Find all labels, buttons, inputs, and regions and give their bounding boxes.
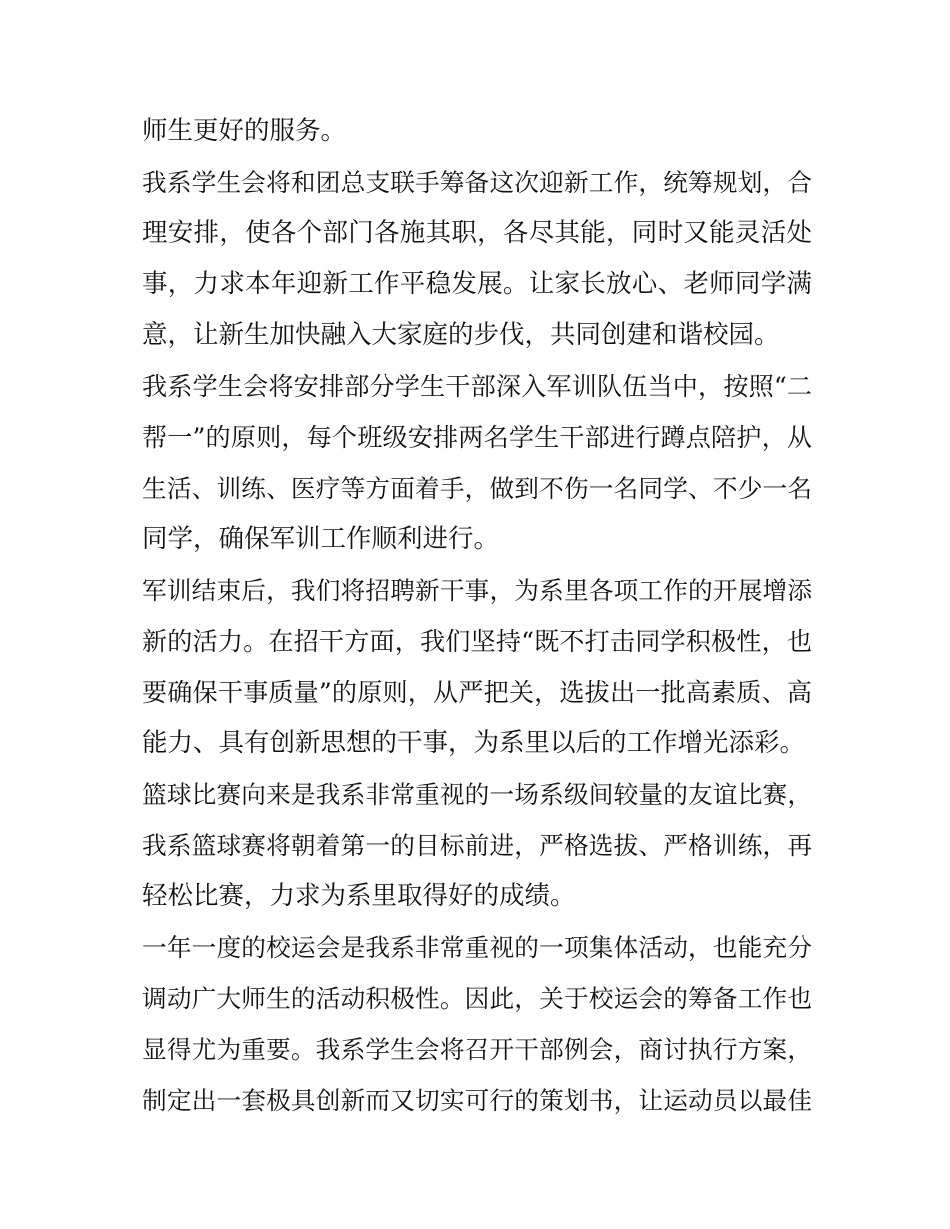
text-line: 新的活力。在招干方面，我们坚持“既不打击同学积极性，也 [142,627,812,656]
text-line: 我系学生会将和团总支联手筹备这次迎新工作，统筹规划，合 [142,168,812,197]
text-line: 事，力求本年迎新工作平稳发展。让家长放心、老师同学满 [142,269,812,299]
text-line: 制定出一套极具创新而又切实可行的策划书，让运动员以最佳 [142,1086,812,1115]
text-line: 能力、具有创新思想的干事，为系里以后的工作增光添彩。 [142,728,806,758]
body-text [142,106,812,1126]
text-line: 篮球比赛向来是我系非常重视的一场系级间较量的友谊比赛， [142,780,812,809]
text-line: 要确保干事质量”的原则，从严把关，选拔出一批高素质、高 [142,678,812,707]
text-line: 意，让新生加快融入大家庭的步伐，共同创建和谐校园。 [142,320,780,350]
text-line: 师生更好的服务。 [142,116,347,146]
text-line: 显得尤为重要。我系学生会将召开干部例会，商讨执行方案， [142,1035,812,1064]
text-line: 军训结束后，我们将招聘新干事，为系里各项工作的开展增添 [142,576,812,605]
text-line: 轻松比赛，力求为系里取得好的成绩。 [142,881,576,911]
text-line: 帮一”的原则，每个班级安排两名学生干部进行蹲点陪护，从 [142,423,812,452]
text-line: 同学，确保军训工作顺利进行。 [142,524,500,554]
text-line: 我系学生会将安排部分学生干部深入军训队伍当中，按照“二 [142,372,812,401]
text-line: 调动广大师生的活动积极性。因此，关于校运会的筹备工作也 [142,984,812,1013]
text-line: 我系篮球赛将朝着第一的目标前进，严格选拔、严格训练，再 [142,831,812,860]
text-line: 生活、训练、医疗等方面着手，做到不伤一名同学、不少一名 [142,474,812,503]
text-line: 一年一度的校运会是我系非常重视的一项集体活动，也能充分 [142,933,812,962]
text-line: 理安排，使各个部门各施其职，各尽其能，同时又能灵活处 [142,218,812,248]
